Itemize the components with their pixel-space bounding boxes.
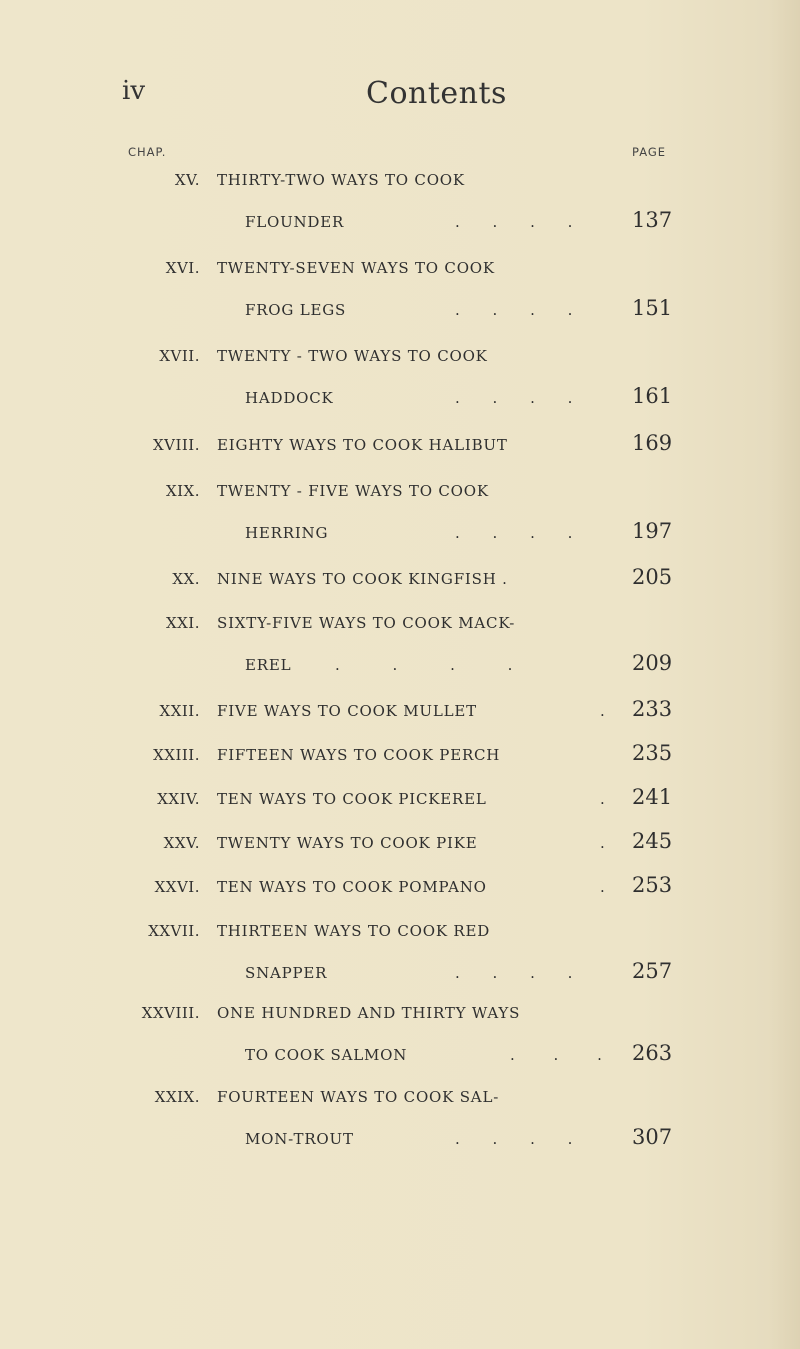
- chapter-title-line2: FLOUNDER: [245, 213, 345, 231]
- chapter-title-line1: TEN WAYS TO COOK PICKEREL: [217, 790, 487, 808]
- chapter-number: XVIII.: [152, 436, 200, 454]
- chapter-title-line1: SIXTY-FIVE WAYS TO COOK MACK-: [217, 614, 516, 632]
- leader-dots: . . . .: [455, 1130, 573, 1148]
- leader-dots: . . . .: [455, 964, 573, 982]
- chapter-title-line1: TEN WAYS TO COOK POMPANO: [217, 878, 487, 896]
- page-ref: 257: [632, 959, 673, 983]
- chapter-title-line1: FIFTEEN WAYS TO COOK PERCH: [217, 746, 501, 764]
- page-number: iv: [122, 76, 146, 106]
- leader-dots: . . .: [510, 1046, 602, 1064]
- page-ref: 307: [632, 1125, 673, 1149]
- chapter-number: XXVIII.: [141, 1004, 200, 1022]
- page-ref: 233: [632, 697, 673, 721]
- chapter-number: XXIII.: [153, 746, 200, 764]
- page-ref: 253: [632, 873, 673, 897]
- chapter-number: XXVI.: [154, 878, 200, 896]
- chapter-title-line1: EIGHTY WAYS TO COOK HALIBUT: [217, 436, 508, 454]
- page-ref: 263: [632, 1041, 673, 1065]
- leader-dots: . . . .: [455, 213, 573, 231]
- chapter-title-line1: THIRTEEN WAYS TO COOK RED: [217, 922, 491, 940]
- leader-dots: .: [600, 790, 605, 808]
- chapter-number: XXV.: [163, 834, 200, 852]
- leader-dots: . . . .: [455, 301, 573, 319]
- page-column-label: PAGE: [632, 145, 667, 159]
- chap-column-label: CHAP.: [128, 145, 167, 159]
- leader-dots: . . . .: [455, 524, 573, 542]
- page-ref: 197: [632, 519, 673, 543]
- page-ref: 235: [632, 741, 673, 765]
- page-ref: 137: [632, 208, 673, 232]
- chapter-title-line1: FOURTEEN WAYS TO COOK SAL-: [217, 1088, 500, 1106]
- leader-dots: .: [600, 702, 605, 720]
- leader-dots: .: [600, 878, 605, 896]
- chapter-title-line2: SNAPPER: [245, 964, 328, 982]
- chapter-title-line1: THIRTY-TWO WAYS TO COOK: [217, 171, 465, 189]
- page-title: Contents: [366, 76, 507, 111]
- chapter-title-line2: HERRING: [245, 524, 329, 542]
- leader-dots: .: [600, 834, 605, 852]
- chapter-number: XV.: [174, 171, 200, 189]
- chapter-number: XXIV.: [157, 790, 200, 808]
- page-ref: 161: [632, 384, 673, 408]
- chapter-title-line1: TWENTY WAYS TO COOK PIKE: [217, 834, 478, 852]
- page-ref: 169: [632, 431, 673, 455]
- page-ref: 245: [632, 829, 673, 853]
- chapter-number: XIX.: [165, 482, 200, 500]
- chapter-title-line2: FROG LEGS: [245, 301, 347, 319]
- chapter-number: XVII.: [159, 347, 200, 365]
- chapter-title-line1: ONE HUNDRED AND THIRTY WAYS: [217, 1004, 521, 1022]
- chapter-title-line2: TO COOK SALMON: [245, 1046, 408, 1064]
- chapter-title-line1: TWENTY - FIVE WAYS TO COOK: [217, 482, 489, 500]
- chapter-title-line1: NINE WAYS TO COOK KINGFISH .: [217, 570, 508, 588]
- chapter-title-line1: TWENTY - TWO WAYS TO COOK: [217, 347, 488, 365]
- chapter-title-line2: MON-TROUT: [245, 1130, 354, 1148]
- page-ref: 151: [632, 296, 673, 320]
- chapter-number: XX.: [172, 570, 200, 588]
- page-ref: 209: [632, 651, 673, 675]
- chapter-title-line1: TWENTY-SEVEN WAYS TO COOK: [217, 259, 495, 277]
- chapter-title-line2: EREL: [245, 656, 292, 674]
- chapter-title-line2: HADDOCK: [245, 389, 334, 407]
- chapter-number: XXII.: [159, 702, 200, 720]
- chapter-number: XXVII.: [148, 922, 200, 940]
- page-ref: 241: [632, 785, 673, 809]
- chapter-number: XXIX.: [154, 1088, 200, 1106]
- leader-dots: . . . .: [335, 656, 513, 674]
- leader-dots: . . . .: [455, 389, 573, 407]
- chapter-number: XXI.: [165, 614, 200, 632]
- chapter-number: XVI.: [165, 259, 200, 277]
- chapter-title-line1: FIVE WAYS TO COOK MULLET: [217, 702, 477, 720]
- page-ref: 205: [632, 565, 673, 589]
